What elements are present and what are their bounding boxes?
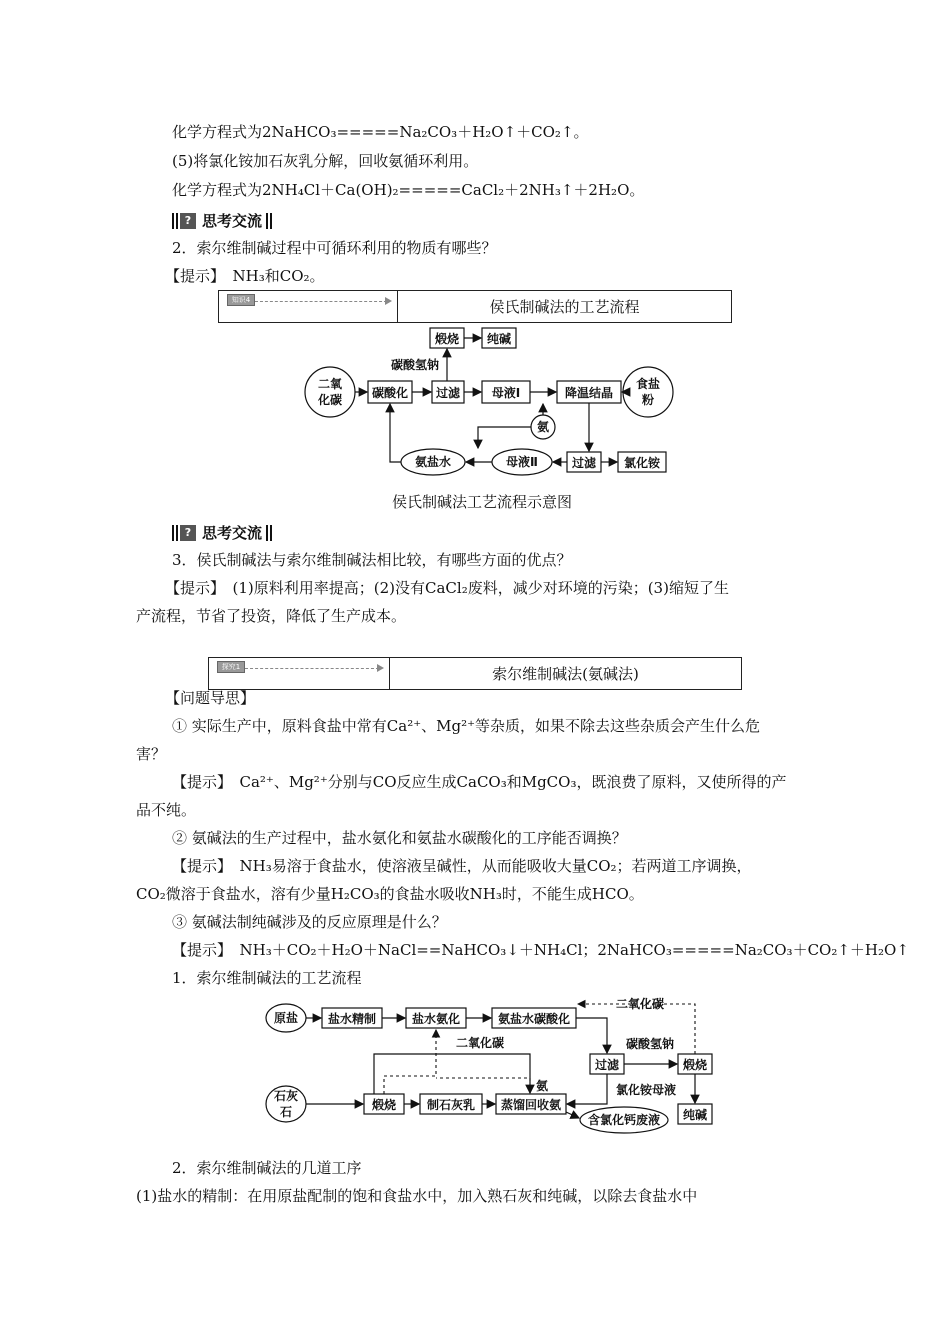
limestone-label-2: 石 — [279, 1105, 293, 1119]
hint-2: 【提示】 NH₃和CO₂。 — [165, 267, 325, 285]
ammoniation-label: 盐水氨化 — [411, 1012, 461, 1026]
mother-label: 氯化铵母液 — [615, 1083, 677, 1097]
think-exchange-header — [172, 522, 272, 543]
calcine-label: 煅烧 — [434, 332, 460, 346]
waste-label: 含氯化钙废液 — [587, 1113, 661, 1127]
soda-label: 纯碱 — [486, 332, 512, 346]
hint-b: 【提示】 NH₃易溶于食盐水，使溶液呈碱性，从而能吸收大量CO₂；若两道工序调换， — [172, 857, 752, 875]
question-a-cont: 害？ — [136, 745, 167, 763]
banner-title: 侯氏制碱法的工艺流程 — [489, 298, 640, 316]
question-a: ① 实际生产中，原料食盐中常有Ca²⁺、Mg²⁺等杂质，如果不除去这些杂质会产生什么危 — [172, 717, 761, 735]
process-1: (1)盐水的精制：在用原盐配制的饱和食盐水中，加入熟石灰和纯碱，以除去食盐水中 — [136, 1187, 698, 1205]
carbonation-label: 碳酸化 — [371, 386, 409, 400]
section-banner-explore — [208, 657, 742, 690]
bicarb-label: 碳酸氢钠 — [625, 1037, 675, 1051]
soda-label: 纯碱 — [682, 1108, 708, 1122]
co2-circle — [305, 367, 355, 417]
text-line: 化学方程式为2NaHCO₃=====Na₂CO₃＋H₂O↑＋CO₂↑。 — [172, 123, 589, 141]
question-c: ③ 氨碱法制纯碱涉及的反应原理是什么？ — [172, 913, 447, 931]
ammonia-label: 氨 — [536, 420, 550, 434]
question-icon: ? — [180, 525, 196, 541]
co2-mid-label: 二氧化碳 — [455, 1036, 505, 1050]
cooling-label: 降温结晶 — [564, 386, 614, 400]
problem-guide: 【问题导思】 — [165, 689, 256, 707]
solvay-process-diagram — [260, 994, 720, 1144]
mother2-label: 母液Ⅱ — [506, 455, 538, 469]
nh4cl-label: 氯化铵 — [623, 456, 661, 470]
co2-top-label: 二氧化碳 — [615, 997, 665, 1011]
question-3: 3．侯氏制碱法与索尔维制碱法相比较，有哪些方面的优点？ — [172, 551, 572, 569]
ammbrine-label: 氨盐水 — [414, 455, 452, 469]
section-banner-knowledge — [218, 290, 732, 323]
filter1-label: 过滤 — [435, 386, 461, 400]
rawsalt-label: 原盐 — [273, 1011, 299, 1025]
text-line: (5)将氯化铵加石灰乳分解，回收氨循环利用。 — [172, 152, 479, 170]
question-b: ② 氨碱法的生产过程中，盐水氨化和氨盐水碳酸化的工序能否调换？ — [172, 829, 627, 847]
limestone-label-1: 石灰 — [273, 1089, 299, 1103]
diagram-caption: 侯氏制碱法工艺流程示意图 — [392, 493, 573, 511]
subheading-2: 2．索尔维制碱法的几道工序 — [172, 1159, 362, 1177]
hint-a: 【提示】 Ca²⁺、Mg²⁺分别与CO反应生成CaCO₃和MgCO₃，既浪费了原料，又使所得的产 — [172, 773, 787, 791]
refine-label: 盐水精制 — [327, 1012, 377, 1026]
filter2-label: 过滤 — [571, 456, 597, 470]
hint-3-cont: 产流程，节省了投资，降低了生产成本。 — [136, 607, 407, 625]
calcine-r-label: 煅烧 — [682, 1058, 708, 1072]
distill-label: 蒸馏回收氨 — [500, 1098, 562, 1112]
think-exchange-label: 思考交流 — [202, 524, 263, 542]
bicarb-label: 碳酸氢钠 — [390, 358, 440, 372]
salt-label-1: 食盐 — [635, 377, 661, 391]
hint-3: 【提示】 (1)原料利用率提高；(2)没有CaCl₂废料，减少对环境的污染；(3)缩短了生 — [165, 579, 729, 597]
filter-label: 过滤 — [594, 1058, 620, 1072]
ammonia-label: 氨 — [535, 1079, 549, 1093]
banner-title: 索尔维制碱法(氨碱法) — [492, 665, 639, 683]
think-exchange-header — [172, 210, 272, 231]
co2-label-2: 化碳 — [317, 393, 343, 407]
salt-circle — [623, 367, 673, 417]
calcine-l-label: 煅烧 — [371, 1098, 397, 1112]
salt-label-2: 粉 — [641, 393, 655, 407]
hint-c: 【提示】 NH₃＋CO₂＋H₂O＋NaCl==NaHCO₃↓＋NH₄Cl；2NaHCO₃=====Na₂CO₃＋CO₂↑＋H₂O↑ — [172, 941, 909, 959]
text-line: 化学方程式为2NH₄Cl＋Ca(OH)₂=====CaCl₂＋2NH₃↑＋2H₂O。 — [172, 181, 645, 199]
question-icon: ? — [180, 213, 196, 229]
carbonation-label: 氨盐水碳酸化 — [497, 1012, 571, 1026]
mother1-label: 母液Ⅰ — [491, 386, 521, 400]
co2-label-1: 二氧 — [317, 377, 343, 391]
hou-process-diagram — [300, 322, 700, 482]
think-exchange-label: 思考交流 — [202, 212, 263, 230]
limemilk-label: 制石灰乳 — [426, 1098, 476, 1112]
explore-tag: 探究1 — [217, 661, 245, 673]
hint-a-cont: 品不纯。 — [136, 801, 197, 819]
question-2: 2．索尔维制碱过程中可循环利用的物质有哪些？ — [172, 239, 497, 257]
hint-b-cont: CO₂微溶于食盐水，溶有少量H₂CO₃的食盐水吸收NH₃时，不能生成HCO。 — [136, 885, 644, 903]
subheading-1: 1．索尔维制碱法的工艺流程 — [172, 969, 362, 987]
knowledge-tag: 知识4 — [227, 294, 255, 306]
